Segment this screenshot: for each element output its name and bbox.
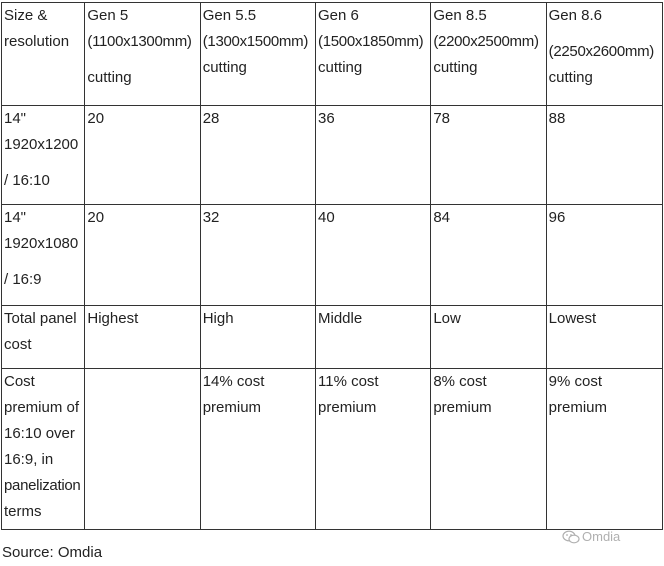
table-cell: Low (431, 306, 546, 369)
row-label-line: 14" (4, 209, 27, 226)
row-label-line: 1920x1200 (4, 136, 79, 153)
row-label-line: Total panel (4, 310, 77, 327)
gen-suffix: cutting (318, 59, 363, 76)
table-cell: 20 (85, 106, 200, 205)
row-label-line: premium of (4, 399, 80, 416)
table-cell: Highest (85, 306, 200, 369)
header-label-line: Size & (4, 7, 48, 24)
row-label-line: 1920x1080 (4, 235, 79, 252)
table-cell: High (200, 306, 315, 369)
gen-suffix: cutting (433, 59, 478, 76)
table-cell: 28 (200, 106, 315, 205)
table-cell (85, 369, 200, 530)
gen-name: Gen 8.6 (548, 7, 603, 24)
header-gen55-cell (200, 3, 315, 106)
premium-row (2, 369, 663, 530)
table-cell: 96 (546, 205, 662, 306)
row-label-line: cost (4, 336, 32, 353)
row-label-cell (2, 306, 85, 369)
table-cell: 8% cost premium (431, 369, 546, 530)
row-label-line: 16:10 over (4, 425, 75, 442)
gen-size: (1100x1300mm) (87, 33, 192, 50)
row-label-line: Cost (4, 373, 35, 390)
gen-suffix: cutting (87, 69, 132, 86)
table-header-row (2, 3, 663, 106)
header-gen85-cell (431, 3, 546, 106)
row-label-cell (2, 369, 85, 530)
watermark-text: Omdia (582, 529, 621, 544)
table-cell: 36 (316, 106, 431, 205)
header-label-cell (2, 3, 85, 106)
gen-size: (2200x2500mm) (433, 33, 539, 50)
generation-comparison-table (1, 2, 663, 530)
row-label-line: panelization (4, 477, 81, 494)
table-cell: 20 (85, 205, 200, 306)
header-gen6-cell (316, 3, 431, 106)
table-cell: 88 (546, 106, 662, 205)
gen-suffix: cutting (202, 59, 247, 76)
table-cell: 78 (431, 106, 546, 205)
gen-suffix: cutting (548, 69, 593, 86)
row-label-line: 14" (4, 110, 27, 127)
table-cell: Middle (316, 306, 431, 369)
row-label-line: / 16:10 (4, 172, 50, 189)
table-row (2, 205, 663, 306)
table-cell: Lowest (546, 306, 662, 369)
gen-size: (1300x1500mm) (202, 33, 309, 50)
header-gen86-cell (546, 3, 662, 106)
header-gen5-cell (85, 3, 200, 106)
watermark (562, 528, 620, 546)
gen-name: Gen 6 (318, 7, 359, 24)
row-label-cell (2, 205, 85, 306)
table-cell: 14% cost premium (200, 369, 315, 530)
table-cell: 40 (316, 205, 431, 306)
table-cell: 11% cost premium (316, 369, 431, 530)
gen-name: Gen 8.5 (433, 7, 487, 24)
table-cell: 9% cost premium (546, 369, 662, 530)
table-cell: 84 (431, 205, 546, 306)
cost-row (2, 306, 663, 369)
gen-name: Gen 5 (87, 7, 129, 24)
table-cell: 32 (200, 205, 315, 306)
row-label-cell (2, 106, 85, 205)
gen-size: (2250x2600mm) (548, 43, 654, 60)
wechat-icon (562, 530, 580, 544)
row-label-line: 16:9, in (4, 451, 54, 468)
gen-name: Gen 5.5 (202, 7, 257, 24)
table-row (2, 106, 663, 205)
row-label-line: / 16:9 (4, 271, 42, 288)
source-note: Source: Omdia (2, 544, 103, 561)
header-label-line: resolution (4, 33, 70, 50)
row-label-line: terms (4, 503, 42, 520)
gen-size: (1500x1850mm) (318, 33, 424, 50)
